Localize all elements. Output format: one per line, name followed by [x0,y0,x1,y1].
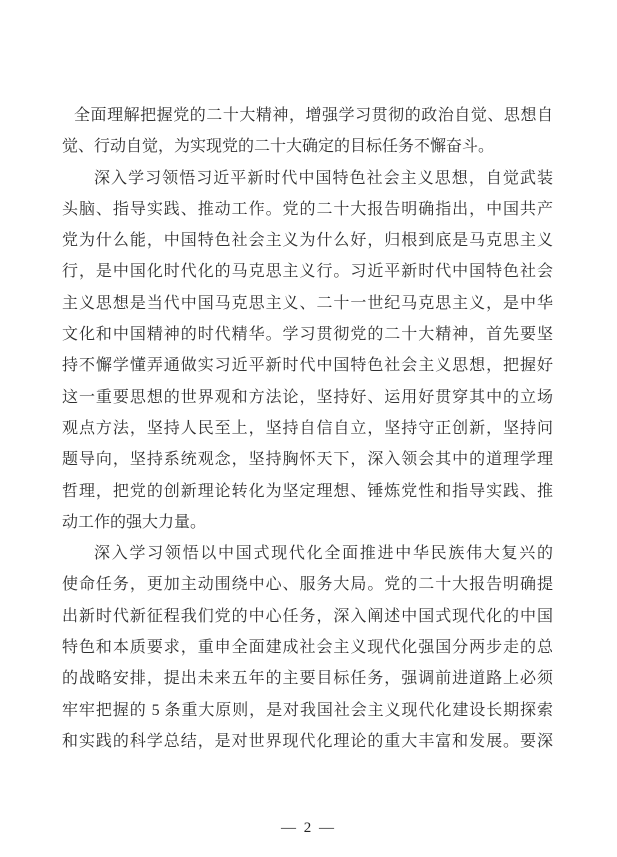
paragraph [62,100,553,163]
text-line: 的战略安排，提出未来五年的主要目标任务，强调前进道路上必须 [62,670,553,688]
text-line: 深入学习领悟习近平新时代中国特色社会主义思想，自觉武装 [94,169,553,187]
text-line: 持不懈学懂弄通做实习近平新时代中国特色社会主义思想，把握好 [62,357,553,375]
text-line: 牢牢把握的 5 条重大原则，是对我国社会主义现代化建设长期探索 [62,701,553,719]
body-text [62,100,553,757]
text-line: 主义思想是当代中国马克思主义、二十一世纪马克思主义，是中华 [62,294,553,312]
text-line: 这一重要思想的世界观和方法论，坚持好、运用好贯穿其中的立场 [62,388,553,406]
paragraph [62,538,553,757]
text-line: 全面理解把握党的二十大精神，增强学习贯彻的政治自觉、思想自 [74,107,553,124]
text-line: 使命任务，更加主动围绕中心、服务大局。党的二十大报告明确提 [62,576,553,594]
text-line: 头脑、指导实践、推动工作。党的二十大报告明确指出，中国共产 [62,200,553,218]
text-line: 觉、行动自觉，为实现党的二十大确定的目标任务不懈奋斗。 [62,138,495,156]
text-line: 深入学习领悟以中国式现代化全面推进中华民族伟大复兴的 [94,545,553,563]
text-line: 特色和本质要求，重申全面建成社会主义现代化强国分两步走的总 [62,639,553,657]
text-line: 观点方法，坚持人民至上，坚持自信自立，坚持守正创新，坚持问 [62,419,553,437]
text-line: 哲理，把党的创新理论转化为坚定理想、锤炼党性和指导实践、推 [62,482,553,500]
text-line: 题导向，坚持系统观念，坚持胸怀天下，深入领会其中的道理学理 [62,451,553,469]
text-line: 行，是中国化时代化的马克思主义行。习近平新时代中国特色社会 [62,263,553,281]
text-line: 动工作的强大力量。 [62,513,207,531]
text-line: 党为什么能，中国特色社会主义为什么好，归根到底是马克思主义 [62,232,553,250]
text-line: 文化和中国精神的时代精华。学习贯彻党的二十大精神，首先要坚 [62,326,553,344]
text-line: 出新时代新征程我们党的中心任务，深入阐述中国式现代化的中国 [62,607,553,625]
page-number: — 2 — [281,820,336,836]
paragraph [62,163,553,539]
text-line: 和实践的科学总结，是对世界现代化理论的重大丰富和发展。要深 [62,732,553,750]
